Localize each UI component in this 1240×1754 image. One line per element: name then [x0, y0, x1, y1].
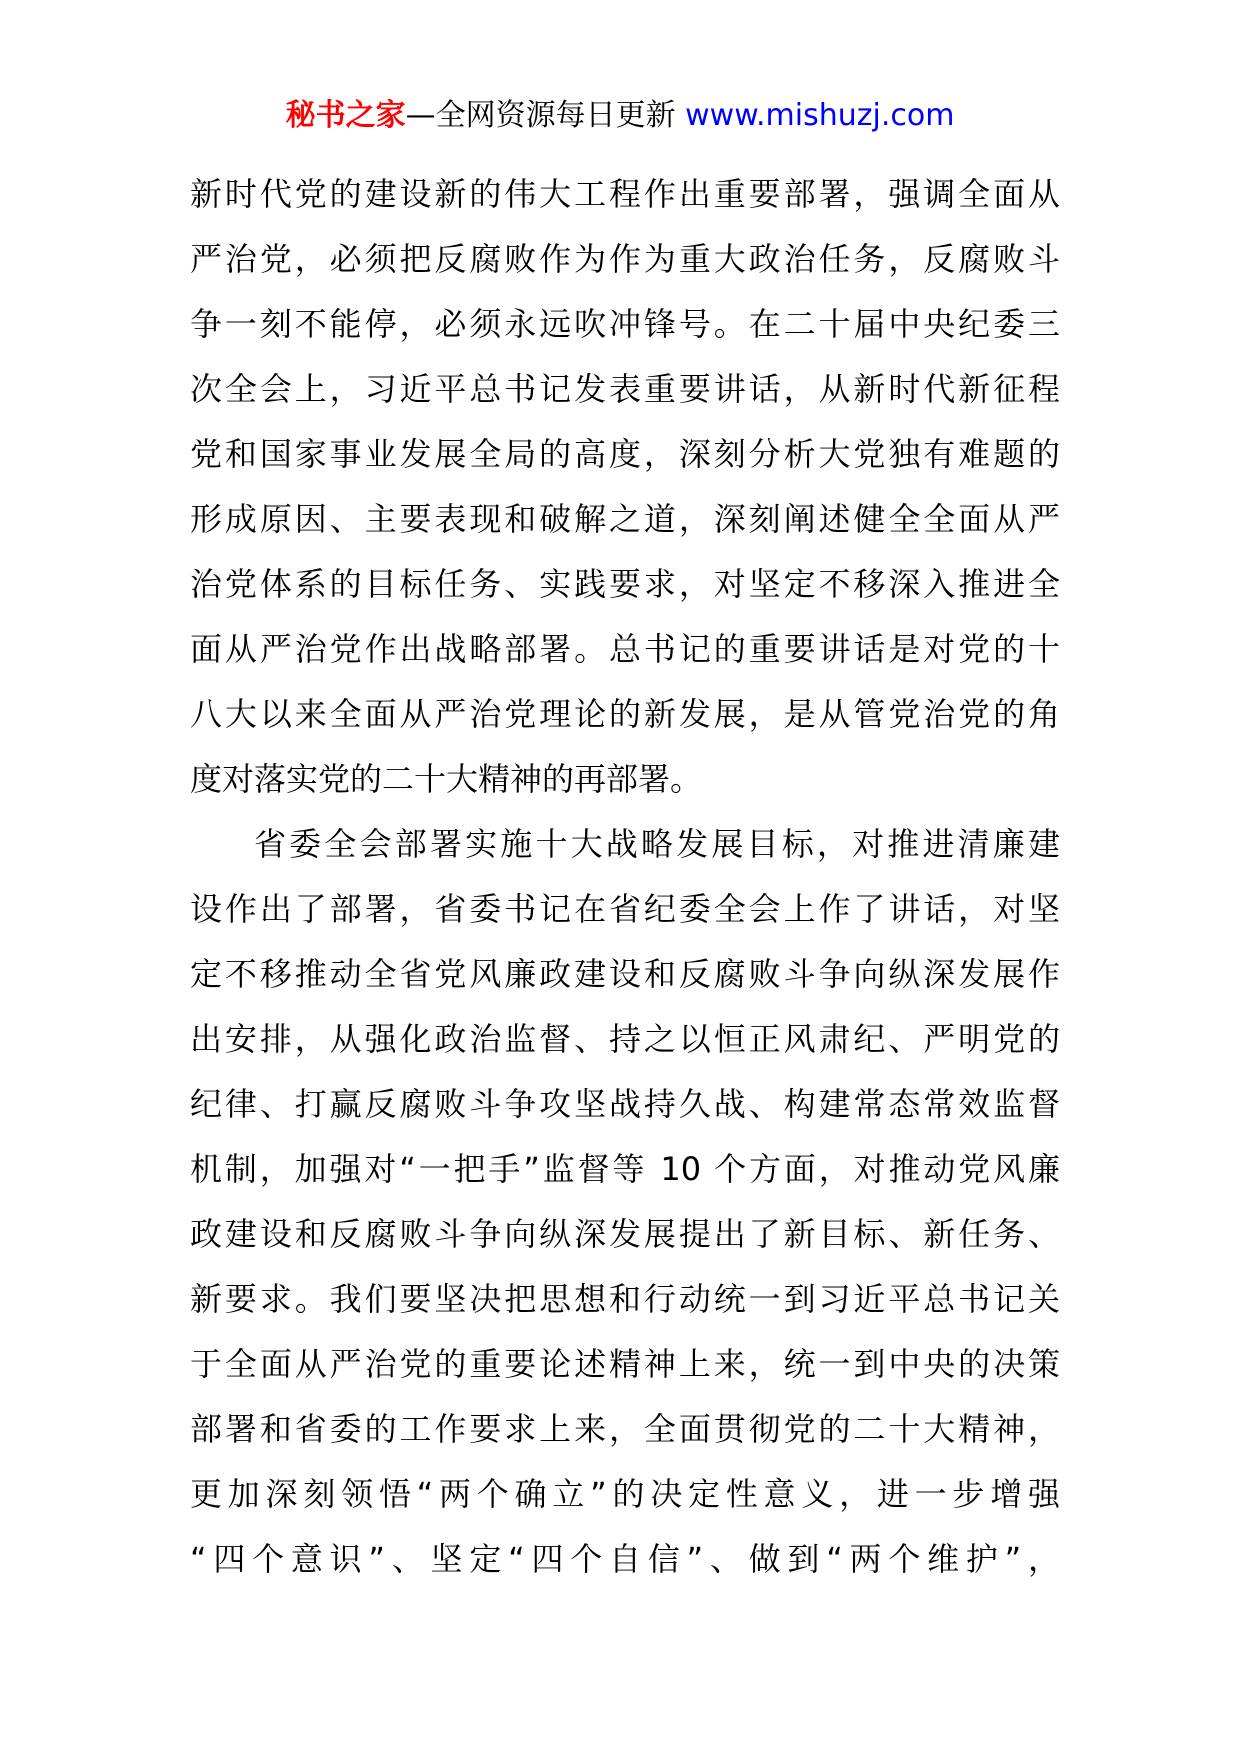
document-body — [190, 162, 1060, 1592]
text-line: 省委全会部署实施十大战略发展目标，对推进清廉建 — [254, 825, 1060, 863]
paragraph — [190, 812, 1060, 1592]
text-line: 机制，加强对“一把手”监督等 10 个方面，对推动党风廉 — [190, 1150, 1060, 1188]
text-line: 面从严治党作出战略部署。总书记的重要讲话是对党的十 — [190, 630, 1060, 668]
header-tagline: —全网资源每日更新 — [405, 98, 676, 133]
text-line: 更加深刻领悟“两个确立”的决定性意义，进一步增强 — [190, 1475, 1060, 1513]
text-line: 党和国家事业发展全局的高度，深刻分析大党独有难题的 — [190, 435, 1060, 473]
page-header — [0, 96, 1240, 136]
text-line: 八大以来全面从严治党理论的新发展，是从管党治党的角 — [190, 695, 1060, 733]
text-line: 次全会上，习近平总书记发表重要讲话，从新时代新征程 — [190, 370, 1060, 408]
text-line: 度对落实党的二十大精神的再部署。 — [190, 760, 703, 798]
paragraph — [190, 162, 1060, 812]
text-line: 纪律、打赢反腐败斗争攻坚战持久战、构建常态常效监督 — [190, 1085, 1060, 1123]
text-line: “四个意识”、坚定“四个自信”、做到“两个维护”， — [190, 1540, 1060, 1578]
text-line: 出安排，从强化政治监督、持之以恒正风肃纪、严明党的 — [190, 1020, 1060, 1058]
website-link[interactable]: www.mishuzj.com — [685, 98, 955, 133]
text-line: 设作出了部署，省委书记在省纪委全会上作了讲话，对坚 — [190, 890, 1060, 928]
brand-name: 秘书之家 — [285, 98, 406, 133]
text-line: 于全面从严治党的重要论述精神上来，统一到中央的决策 — [190, 1345, 1060, 1383]
text-line: 形成原因、主要表现和破解之道，深刻阐述健全全面从严 — [190, 500, 1060, 538]
text-line: 部署和省委的工作要求上来，全面贯彻党的二十大精神， — [190, 1410, 1060, 1448]
text-line: 政建设和反腐败斗争向纵深发展提出了新目标、新任务、 — [190, 1215, 1060, 1253]
text-line: 新要求。我们要坚决把思想和行动统一到习近平总书记关 — [190, 1280, 1060, 1318]
text-line: 治党体系的目标任务、实践要求，对坚定不移深入推进全 — [190, 565, 1060, 603]
text-line: 定不移推动全省党风廉政建设和反腐败斗争向纵深发展作 — [190, 955, 1060, 993]
text-line: 新时代党的建设新的伟大工程作出重要部署，强调全面从 — [190, 175, 1060, 213]
text-line: 严治党，必须把反腐败作为作为重大政治任务，反腐败斗 — [190, 240, 1060, 278]
text-line: 争一刻不能停，必须永远吹冲锋号。在二十届中央纪委三 — [190, 305, 1060, 343]
